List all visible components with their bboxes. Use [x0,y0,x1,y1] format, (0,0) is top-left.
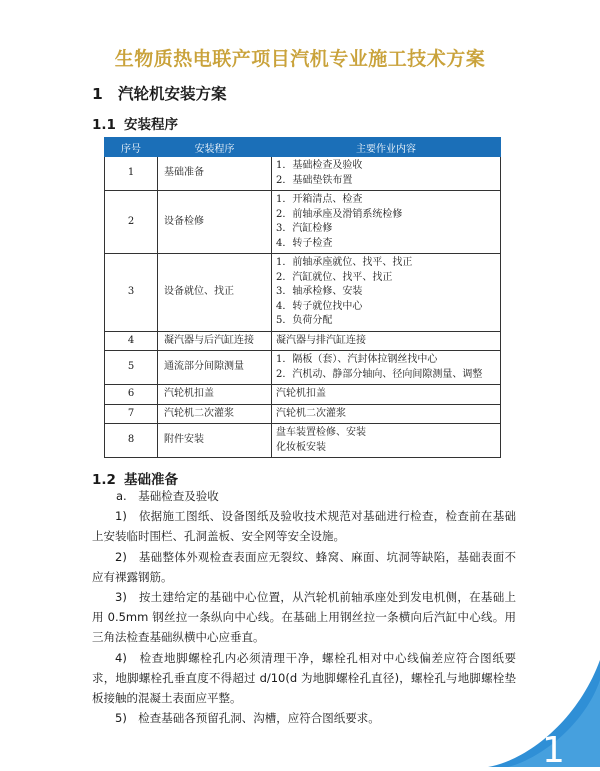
row-content [272,191,501,254]
section-number: 1 [92,85,103,103]
row-number: 5 [105,351,158,385]
content-line: 4．转子就位找中心 [276,300,363,312]
paragraph-a: a. 基础检查及验收 [116,489,219,503]
row-number: 6 [105,385,158,405]
table-row [105,191,501,254]
content-line: 2．前轴承座及滑销系统检修 [276,208,403,220]
table-row [105,351,501,385]
row-procedure: 凝汽器与后汽缸连接 [158,331,272,351]
row-procedure: 基础准备 [158,157,272,191]
content-line: 3．汽缸检修 [276,223,333,234]
row-number: 8 [105,424,158,458]
content-line: 1．开箱清点、检查 [276,194,363,205]
row-content [272,331,501,351]
paragraph-3: 3) 按土建给定的基础中心位置，从汽轮机前轴承座处到发电机侧，在基础上用 0.5mm 钢丝拉一条纵向中心线。在基础上用钢丝拉一条横向后汽缸中心线。用三角法检查基础纵横中心应垂直。 [92,590,516,645]
section-number: 1.2 [92,472,116,488]
section-title: 安装程序 [124,117,178,133]
row-number: 7 [105,404,158,424]
content-line: 凝汽器与排汽缸连接 [276,334,366,346]
row-procedure: 附件安装 [158,424,272,458]
row-content [272,254,501,332]
content-line: 2．汽机动、静部分轴向、径向间隙测量、调整 [276,368,483,380]
content-line: 1．隔板（套）、汽封体拉钢丝找中心 [276,354,438,365]
row-number: 4 [105,331,158,351]
row-content [272,157,501,191]
paragraph-1: 1) 依据施工图纸、设备图纸及验收技术规范对基础进行检查，检查前在基础上安装临时围栏、孔洞盖板、安全网等安全设施。 [92,509,516,544]
row-procedure: 通流部分间隙测量 [158,351,272,385]
row-procedure: 汽轮机扣盖 [158,385,272,405]
row-number: 2 [105,191,158,254]
row-procedure: 设备就位、找正 [158,254,272,332]
row-content [272,424,501,458]
row-content [272,385,501,405]
section-number: 1.1 [92,117,116,133]
content-line: 盘车装置检修、安装 [276,427,366,438]
content-line: 汽轮机二次灌浆 [276,407,346,419]
section-heading-1-2 [92,468,178,488]
paragraph-5: 5) 检查基础各预留孔洞、沟槽，应符合图纸要求。 [115,711,380,726]
header-no: 序号 [105,138,158,157]
row-procedure: 设备检修 [158,191,272,254]
section-title: 基础准备 [124,472,178,488]
section-title: 汽轮机安装方案 [118,85,227,103]
table-row [105,331,501,351]
installation-steps-table [104,137,501,458]
table-row [105,385,501,405]
page-number: 1 [542,730,565,771]
header-procedure: 安装程序 [158,138,272,157]
content-line: 1．前轴承座就位、找平、找正 [276,257,413,268]
row-number: 3 [105,254,158,332]
paragraph-2: 2) 基础整体外观检查表面应无裂纹、蜂窝、麻面、坑洞等缺陷，基础表面不应有裸露钢筋。 [92,549,516,584]
header-content: 主要作业内容 [272,138,501,157]
table-row [105,424,501,458]
row-content [272,351,501,385]
table-row [105,157,501,191]
body-text [92,486,516,728]
content-line: 1．基础检查及验收 [276,160,363,171]
paragraph-4: 4) 检查地脚螺栓孔内必须清理干净，螺栓孔相对中心线偏差应符合图纸要求，地脚螺栓孔垂直度不得超过 d/10(d 为地脚螺栓孔直径)，螺栓孔与地脚螺栓垫板接触的混凝土表面应平整。 [92,650,516,706]
content-line: 5．负荷分配 [276,315,333,326]
content-line: 2．基础垫铁布置 [276,174,353,186]
content-line: 化妆板安装 [276,441,326,453]
section-heading-1-1 [92,113,178,133]
content-line: 3．轴承检修、安装 [276,286,363,297]
content-line: 2．汽缸就位、找平、找正 [276,271,393,283]
content-line: 4．转子检查 [276,237,333,249]
row-procedure: 汽轮机二次灌浆 [158,404,272,424]
table-header-row [105,138,501,157]
content-line: 汽轮机扣盖 [276,388,326,399]
table-row [105,404,501,424]
section-heading-1 [92,82,227,104]
row-content [272,404,501,424]
table-row [105,254,501,332]
row-number: 1 [105,157,158,191]
document-title: 生物质热电联产项目汽机专业施工技术方案 [114,48,486,70]
